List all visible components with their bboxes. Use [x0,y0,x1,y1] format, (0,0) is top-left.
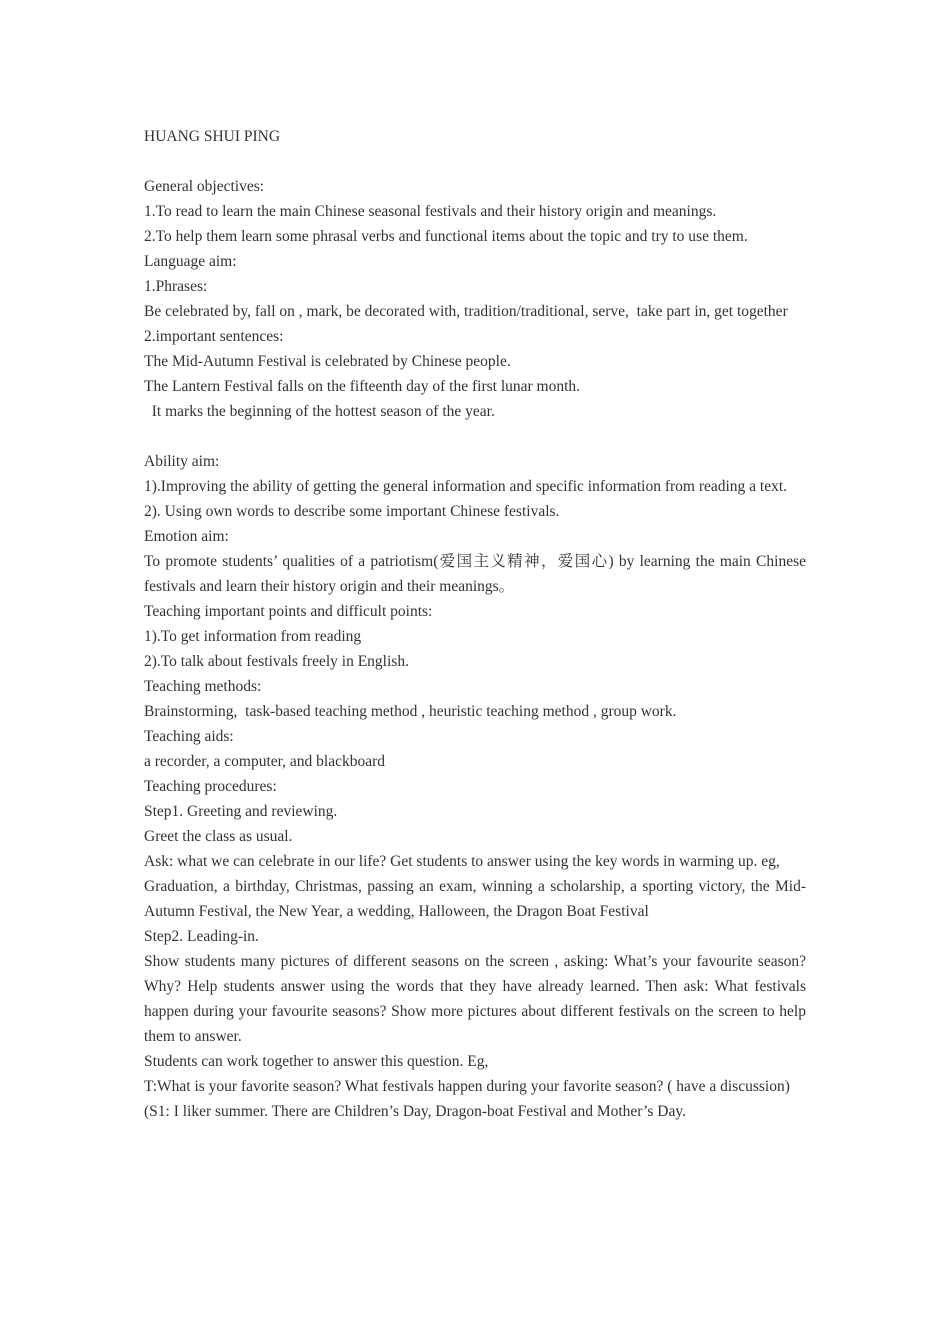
sentence-2: The Lantern Festival falls on the fifteenth day of the first lunar month. [144,378,581,395]
procedures-heading: Teaching procedures: [144,778,277,795]
step2-student-answer: (S1: I liker summer. There are Children’s Day, Dragon-boat Festival and Mother’s Day. [144,1103,686,1120]
sentence-3: It marks the beginning of the hottest season of the year. [144,403,495,420]
phrases-heading: 1.Phrases: [144,278,208,295]
step2-show: Show students many pictures of different seasons on the screen , asking: What’s your favourite season? Why? Help students answer using the words that they have already learned. Then ask: What festivals happen during your favourite seasons? Show more pictures about different festivals on the screen to help them to answer. [144,953,810,1045]
ability-aim-heading: Ability aim: [144,453,220,470]
step1-examples: Graduation, a birthday, Christmas, passing an exam, winning a scholarship, a sporting victory, the Mid-Autumn Festival, the New Year, a wedding, Halloween, the Dragon Boat Festival [144,878,806,920]
teaching-aids-text: a recorder, a computer, and blackboard [144,753,386,770]
teaching-methods-text: Brainstorming, task-based teaching method , heuristic teaching method , group work. [144,703,677,720]
sentence-1: The Mid-Autumn Festival is celebrated by Chinese people. [144,353,511,370]
step2-title: Step2. Leading-in. [144,928,259,945]
ability-aim-2: 2). Using own words to describe some important Chinese festivals. [144,503,560,520]
blank-line [144,149,806,174]
general-objectives-heading: General objectives: [144,178,265,195]
blank-line [144,424,806,449]
language-aim-heading: Language aim: [144,253,237,270]
general-objective-2: 2.To help them learn some phrasal verbs and functional items about the topic and try to use them. [144,228,748,245]
general-objective-1: 1.To read to learn the main Chinese seasonal festivals and their history origin and meanings. [144,203,717,220]
teaching-point-2: 2).To talk about festivals freely in English. [144,653,409,670]
step1-greet: Greet the class as usual. [144,828,293,845]
teaching-points-heading: Teaching important points and difficult points: [144,603,433,620]
ability-aim-1: 1).Improving the ability of getting the general information and specific information from reading a text. [144,478,788,495]
step1-ask: Ask: what we can celebrate in our life? Get students to answer using the key words in warming up. eg, [144,853,780,870]
step1-title: Step1. Greeting and reviewing. [144,803,338,820]
sentences-heading: 2.important sentences: [144,328,284,345]
document-page [144,124,810,1124]
author-name: HUANG SHUI PING [144,128,281,145]
phrases-list: Be celebrated by, fall on , mark, be decorated with, tradition/traditional, serve, take part in, get together [144,303,788,320]
teaching-methods-heading: Teaching methods: [144,678,262,695]
emotion-aim-heading: Emotion aim: [144,528,229,545]
emotion-aim-text: To promote students’ qualities of a patriotism(爱国主义精神，爱国心) by learning the main Chinese festivals and learn their history origin and their meanings。 [144,553,810,595]
step2-teacher-question: T:What is your favorite season? What festivals happen during your favorite season? ( have a discussion) [144,1078,790,1095]
teaching-point-1: 1).To get information from reading [144,628,362,645]
step2-together: Students can work together to answer this question. Eg, [144,1053,489,1070]
teaching-aids-heading: Teaching aids: [144,728,234,745]
